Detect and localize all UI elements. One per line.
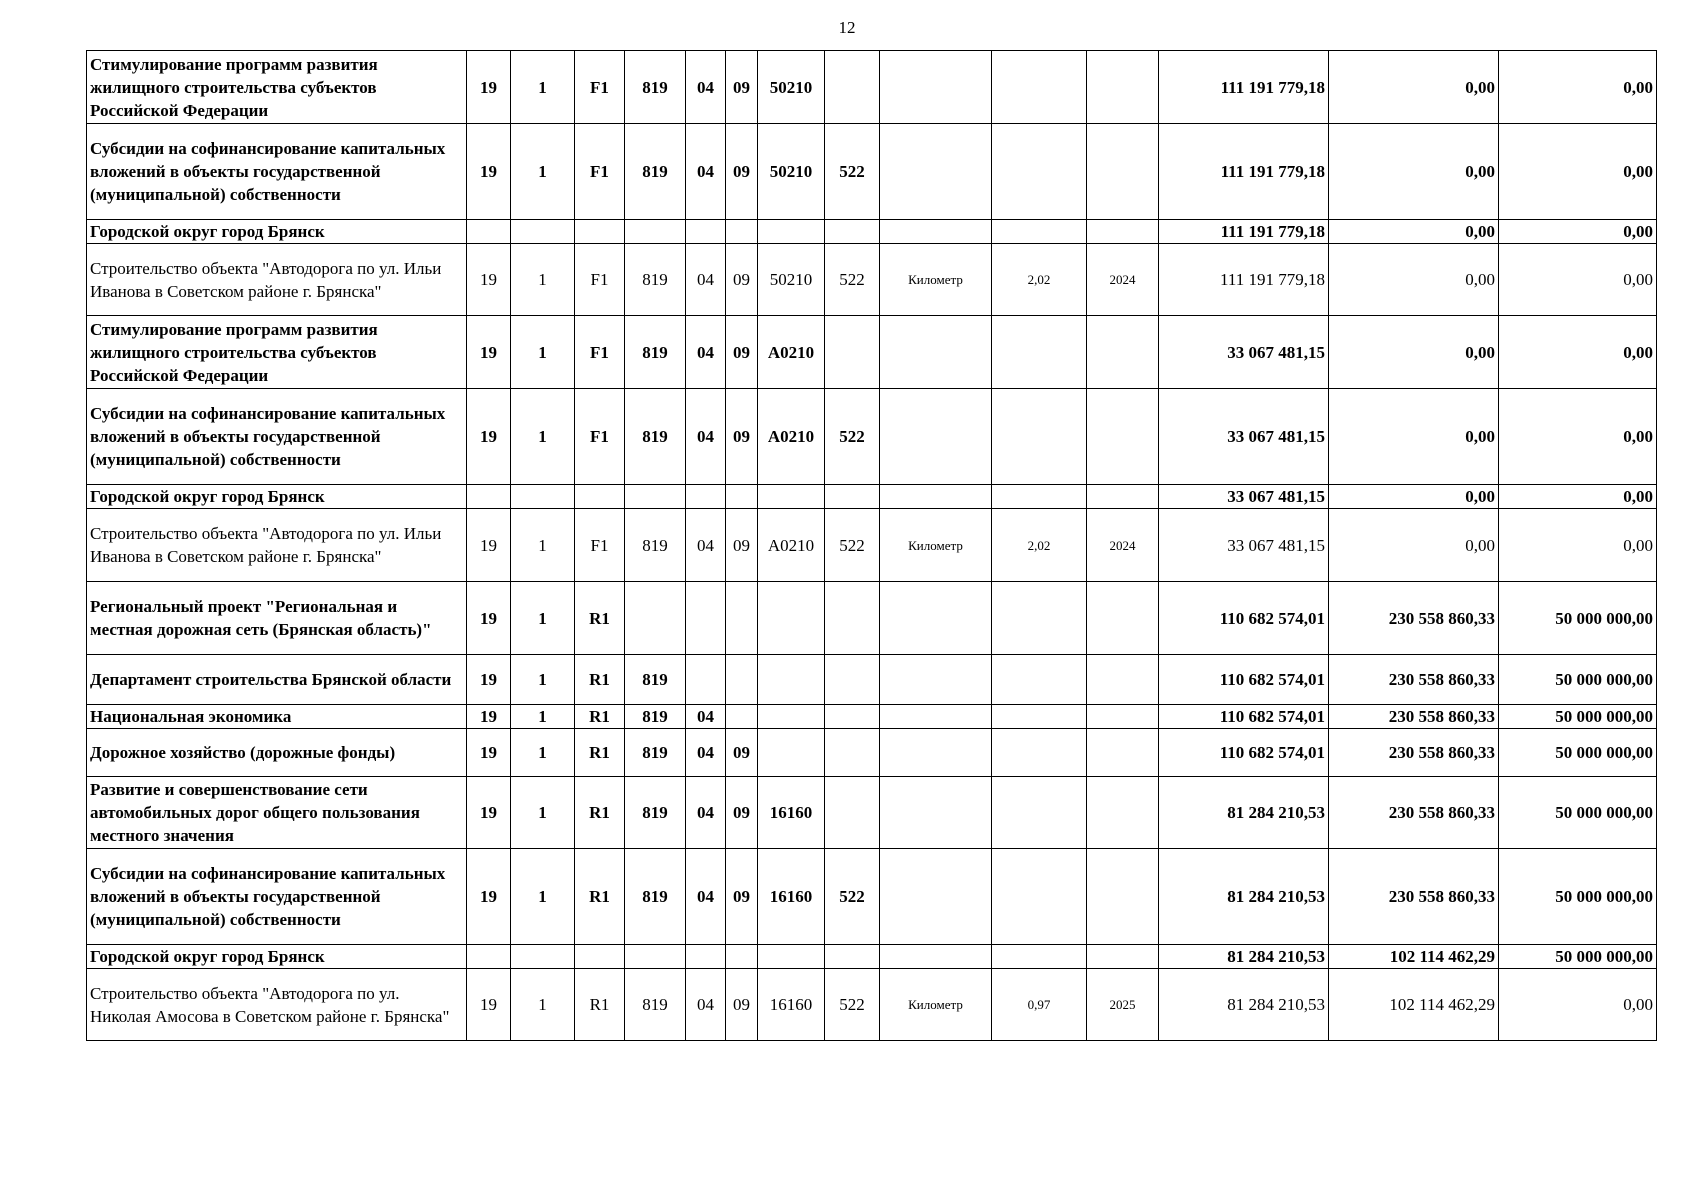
code-expense-type-cell — [825, 485, 880, 509]
row-name-cell: Городской округ город Брянск — [87, 945, 467, 969]
year-cell — [1087, 485, 1159, 509]
amount-year1-cell: 110 682 574,01 — [1159, 655, 1329, 705]
code-project-cell: F1 — [575, 51, 625, 124]
amount-year3-cell: 50 000 000,00 — [1499, 729, 1657, 777]
code-program-cell: 19 — [467, 705, 511, 729]
row-name-cell: Городской округ город Брянск — [87, 220, 467, 244]
capacity-cell: 0,97 — [992, 969, 1087, 1041]
capacity-cell — [992, 220, 1087, 244]
code-section-cell: 04 — [686, 777, 726, 849]
row-name-cell: Развитие и совершенствование сети автомобильных дорог общего пользования местного значения — [87, 777, 467, 849]
amount-year1-cell: 81 284 210,53 — [1159, 849, 1329, 945]
table-row — [87, 849, 1657, 945]
code-project-cell: R1 — [575, 705, 625, 729]
code-section-cell: 04 — [686, 705, 726, 729]
unit-cell — [880, 945, 992, 969]
code-program-cell — [467, 485, 511, 509]
year-cell — [1087, 582, 1159, 655]
amount-year2-cell: 0,00 — [1329, 389, 1499, 485]
code-subprogram-cell — [511, 945, 575, 969]
amount-year3-cell: 0,00 — [1499, 220, 1657, 244]
code-project-cell: R1 — [575, 582, 625, 655]
capacity-cell — [992, 389, 1087, 485]
code-expense-type-cell — [825, 655, 880, 705]
code-section-cell — [686, 655, 726, 705]
code-direction-cell — [758, 705, 825, 729]
code-section-cell — [686, 220, 726, 244]
amount-year2-cell: 102 114 462,29 — [1329, 969, 1499, 1041]
capacity-cell — [992, 51, 1087, 124]
year-cell — [1087, 51, 1159, 124]
amount-year1-cell: 111 191 779,18 — [1159, 244, 1329, 316]
amount-year3-cell: 0,00 — [1499, 51, 1657, 124]
amount-year2-cell: 0,00 — [1329, 316, 1499, 389]
amount-year1-cell: 81 284 210,53 — [1159, 777, 1329, 849]
code-expense-type-cell — [825, 220, 880, 244]
code-program-cell: 19 — [467, 51, 511, 124]
code-section-cell: 04 — [686, 729, 726, 777]
amount-year2-cell: 0,00 — [1329, 124, 1499, 220]
amount-year2-cell: 230 558 860,33 — [1329, 705, 1499, 729]
amount-year1-cell: 81 284 210,53 — [1159, 945, 1329, 969]
table-row — [87, 244, 1657, 316]
year-cell — [1087, 729, 1159, 777]
code-program-cell: 19 — [467, 244, 511, 316]
code-program-cell: 19 — [467, 729, 511, 777]
amount-year3-cell: 0,00 — [1499, 389, 1657, 485]
capacity-cell — [992, 316, 1087, 389]
amount-year2-cell: 230 558 860,33 — [1329, 729, 1499, 777]
amount-year3-cell: 50 000 000,00 — [1499, 582, 1657, 655]
capacity-cell — [992, 705, 1087, 729]
capacity-cell — [992, 582, 1087, 655]
code-project-cell — [575, 945, 625, 969]
code-subsection-cell — [726, 582, 758, 655]
amount-year3-cell: 0,00 — [1499, 485, 1657, 509]
code-subsection-cell: 09 — [726, 124, 758, 220]
unit-cell — [880, 485, 992, 509]
year-cell — [1087, 777, 1159, 849]
code-direction-cell — [758, 485, 825, 509]
code-department-cell: 819 — [625, 655, 686, 705]
table-row — [87, 509, 1657, 582]
code-subsection-cell — [726, 655, 758, 705]
table-row — [87, 705, 1657, 729]
code-department-cell: 819 — [625, 705, 686, 729]
row-name-cell: Стимулирование программ развития жилищного строительства субъектов Российской Федерации — [87, 316, 467, 389]
capacity-cell — [992, 945, 1087, 969]
code-subprogram-cell: 1 — [511, 777, 575, 849]
code-project-cell: F1 — [575, 389, 625, 485]
row-name-cell: Строительство объекта "Автодорога по ул. Николая Амосова в Советском районе г. Брянска" — [87, 969, 467, 1041]
code-section-cell: 04 — [686, 509, 726, 582]
code-program-cell: 19 — [467, 389, 511, 485]
code-subsection-cell: 09 — [726, 969, 758, 1041]
capacity-cell: 2,02 — [992, 509, 1087, 582]
amount-year1-cell: 111 191 779,18 — [1159, 220, 1329, 244]
amount-year3-cell: 0,00 — [1499, 124, 1657, 220]
unit-cell — [880, 729, 992, 777]
capacity-cell — [992, 655, 1087, 705]
code-subprogram-cell: 1 — [511, 582, 575, 655]
amount-year2-cell: 0,00 — [1329, 51, 1499, 124]
table-row — [87, 729, 1657, 777]
unit-cell: Километр — [880, 244, 992, 316]
year-cell — [1087, 705, 1159, 729]
code-subsection-cell: 09 — [726, 51, 758, 124]
code-expense-type-cell — [825, 705, 880, 729]
table-row — [87, 582, 1657, 655]
capacity-cell — [992, 485, 1087, 509]
code-section-cell: 04 — [686, 389, 726, 485]
row-name-cell: Дорожное хозяйство (дорожные фонды) — [87, 729, 467, 777]
unit-cell — [880, 316, 992, 389]
code-subprogram-cell: 1 — [511, 244, 575, 316]
amount-year3-cell: 0,00 — [1499, 509, 1657, 582]
code-section-cell: 04 — [686, 124, 726, 220]
code-direction-cell: 16160 — [758, 969, 825, 1041]
code-section-cell: 04 — [686, 244, 726, 316]
code-subsection-cell: 09 — [726, 849, 758, 945]
code-subprogram-cell: 1 — [511, 969, 575, 1041]
unit-cell — [880, 777, 992, 849]
table-row — [87, 655, 1657, 705]
code-section-cell — [686, 485, 726, 509]
code-subprogram-cell: 1 — [511, 124, 575, 220]
code-project-cell: R1 — [575, 969, 625, 1041]
code-project-cell: F1 — [575, 316, 625, 389]
amount-year1-cell: 111 191 779,18 — [1159, 51, 1329, 124]
unit-cell — [880, 124, 992, 220]
code-subsection-cell: 09 — [726, 509, 758, 582]
capacity-cell — [992, 777, 1087, 849]
code-department-cell: 819 — [625, 777, 686, 849]
code-department-cell: 819 — [625, 509, 686, 582]
code-program-cell: 19 — [467, 316, 511, 389]
year-cell — [1087, 316, 1159, 389]
code-program-cell: 19 — [467, 969, 511, 1041]
amount-year2-cell: 0,00 — [1329, 509, 1499, 582]
amount-year3-cell: 50 000 000,00 — [1499, 705, 1657, 729]
code-expense-type-cell — [825, 729, 880, 777]
row-name-cell: Департамент строительства Брянской области — [87, 655, 467, 705]
unit-cell — [880, 582, 992, 655]
unit-cell — [880, 389, 992, 485]
code-project-cell: F1 — [575, 509, 625, 582]
row-name-cell: Городской округ город Брянск — [87, 485, 467, 509]
amount-year3-cell: 0,00 — [1499, 244, 1657, 316]
table-row — [87, 777, 1657, 849]
table-row — [87, 316, 1657, 389]
table-body — [87, 51, 1657, 1041]
code-project-cell — [575, 220, 625, 244]
unit-cell — [880, 655, 992, 705]
budget-table — [86, 50, 1657, 1041]
year-cell — [1087, 945, 1159, 969]
table-row — [87, 51, 1657, 124]
amount-year1-cell: 33 067 481,15 — [1159, 389, 1329, 485]
code-department-cell — [625, 945, 686, 969]
code-section-cell — [686, 582, 726, 655]
year-cell — [1087, 220, 1159, 244]
code-department-cell: 819 — [625, 849, 686, 945]
table-row — [87, 969, 1657, 1041]
year-cell — [1087, 849, 1159, 945]
table-row — [87, 485, 1657, 509]
year-cell — [1087, 655, 1159, 705]
code-expense-type-cell: 522 — [825, 124, 880, 220]
amount-year3-cell: 50 000 000,00 — [1499, 777, 1657, 849]
unit-cell — [880, 849, 992, 945]
unit-cell — [880, 51, 992, 124]
code-program-cell: 19 — [467, 582, 511, 655]
amount-year2-cell: 0,00 — [1329, 220, 1499, 244]
code-department-cell: 819 — [625, 124, 686, 220]
code-subprogram-cell: 1 — [511, 316, 575, 389]
row-name-cell: Строительство объекта "Автодорога по ул. Ильи Иванова в Советском районе г. Брянска" — [87, 509, 467, 582]
code-subprogram-cell: 1 — [511, 389, 575, 485]
year-cell — [1087, 124, 1159, 220]
code-program-cell: 19 — [467, 849, 511, 945]
code-direction-cell — [758, 945, 825, 969]
amount-year2-cell: 0,00 — [1329, 244, 1499, 316]
code-subprogram-cell: 1 — [511, 705, 575, 729]
code-expense-type-cell: 522 — [825, 969, 880, 1041]
capacity-cell — [992, 124, 1087, 220]
code-project-cell: R1 — [575, 655, 625, 705]
amount-year2-cell: 230 558 860,33 — [1329, 849, 1499, 945]
code-subsection-cell — [726, 945, 758, 969]
code-direction-cell: 50210 — [758, 124, 825, 220]
code-direction-cell — [758, 582, 825, 655]
table-row — [87, 124, 1657, 220]
row-name-cell: Стимулирование программ развития жилищного строительства субъектов Российской Федерации — [87, 51, 467, 124]
code-expense-type-cell: 522 — [825, 244, 880, 316]
code-expense-type-cell — [825, 777, 880, 849]
code-section-cell: 04 — [686, 849, 726, 945]
amount-year2-cell: 102 114 462,29 — [1329, 945, 1499, 969]
code-project-cell: R1 — [575, 849, 625, 945]
code-department-cell: 819 — [625, 389, 686, 485]
code-direction-cell: 16160 — [758, 777, 825, 849]
row-name-cell: Субсидии на софинансирование капитальных вложений в объекты государственной (муниципальной) собственности — [87, 124, 467, 220]
year-cell — [1087, 389, 1159, 485]
code-direction-cell: 50210 — [758, 51, 825, 124]
year-cell: 2025 — [1087, 969, 1159, 1041]
unit-cell — [880, 220, 992, 244]
amount-year1-cell: 81 284 210,53 — [1159, 969, 1329, 1041]
amount-year3-cell: 0,00 — [1499, 969, 1657, 1041]
row-name-cell: Национальная экономика — [87, 705, 467, 729]
unit-cell: Километр — [880, 969, 992, 1041]
unit-cell: Километр — [880, 509, 992, 582]
code-department-cell — [625, 485, 686, 509]
code-department-cell: 819 — [625, 244, 686, 316]
amount-year3-cell: 50 000 000,00 — [1499, 849, 1657, 945]
row-name-cell: Региональный проект "Региональная и местная дорожная сеть (Брянская область)" — [87, 582, 467, 655]
code-project-cell: R1 — [575, 729, 625, 777]
code-department-cell: 819 — [625, 51, 686, 124]
amount-year2-cell: 230 558 860,33 — [1329, 582, 1499, 655]
code-project-cell — [575, 485, 625, 509]
table-row — [87, 945, 1657, 969]
amount-year3-cell: 0,00 — [1499, 316, 1657, 389]
code-expense-type-cell — [825, 316, 880, 389]
code-expense-type-cell — [825, 945, 880, 969]
code-direction-cell: 50210 — [758, 244, 825, 316]
code-subprogram-cell: 1 — [511, 729, 575, 777]
capacity-cell: 2,02 — [992, 244, 1087, 316]
code-section-cell: 04 — [686, 969, 726, 1041]
year-cell: 2024 — [1087, 244, 1159, 316]
amount-year2-cell: 0,00 — [1329, 485, 1499, 509]
code-program-cell — [467, 220, 511, 244]
code-section-cell: 04 — [686, 51, 726, 124]
code-direction-cell: А0210 — [758, 316, 825, 389]
code-subprogram-cell: 1 — [511, 51, 575, 124]
code-department-cell — [625, 582, 686, 655]
code-subprogram-cell: 1 — [511, 509, 575, 582]
amount-year2-cell: 230 558 860,33 — [1329, 655, 1499, 705]
code-project-cell: F1 — [575, 244, 625, 316]
code-expense-type-cell — [825, 582, 880, 655]
code-project-cell: F1 — [575, 124, 625, 220]
code-subsection-cell: 09 — [726, 389, 758, 485]
code-subsection-cell: 09 — [726, 316, 758, 389]
code-direction-cell — [758, 220, 825, 244]
amount-year2-cell: 230 558 860,33 — [1329, 777, 1499, 849]
code-program-cell: 19 — [467, 655, 511, 705]
row-name-cell: Субсидии на софинансирование капитальных вложений в объекты государственной (муниципальной) собственности — [87, 849, 467, 945]
amount-year1-cell: 33 067 481,15 — [1159, 509, 1329, 582]
code-department-cell: 819 — [625, 729, 686, 777]
code-expense-type-cell: 522 — [825, 509, 880, 582]
row-name-cell: Строительство объекта "Автодорога по ул. Ильи Иванова в Советском районе г. Брянска" — [87, 244, 467, 316]
table-row — [87, 389, 1657, 485]
row-name-cell: Субсидии на софинансирование капитальных вложений в объекты государственной (муниципальной) собственности — [87, 389, 467, 485]
amount-year3-cell: 50 000 000,00 — [1499, 945, 1657, 969]
code-program-cell: 19 — [467, 124, 511, 220]
amount-year1-cell: 111 191 779,18 — [1159, 124, 1329, 220]
amount-year1-cell: 110 682 574,01 — [1159, 729, 1329, 777]
code-subprogram-cell — [511, 485, 575, 509]
code-expense-type-cell: 522 — [825, 389, 880, 485]
code-subprogram-cell — [511, 220, 575, 244]
code-subsection-cell — [726, 485, 758, 509]
code-program-cell — [467, 945, 511, 969]
amount-year3-cell: 50 000 000,00 — [1499, 655, 1657, 705]
code-subsection-cell — [726, 705, 758, 729]
code-direction-cell: 16160 — [758, 849, 825, 945]
code-program-cell: 19 — [467, 509, 511, 582]
code-expense-type-cell: 522 — [825, 849, 880, 945]
code-direction-cell: А0210 — [758, 389, 825, 485]
amount-year1-cell: 110 682 574,01 — [1159, 582, 1329, 655]
amount-year1-cell: 33 067 481,15 — [1159, 485, 1329, 509]
code-section-cell — [686, 945, 726, 969]
code-program-cell: 19 — [467, 777, 511, 849]
capacity-cell — [992, 849, 1087, 945]
code-department-cell: 819 — [625, 316, 686, 389]
page-number: 12 — [838, 18, 856, 37]
amount-year1-cell: 33 067 481,15 — [1159, 316, 1329, 389]
code-direction-cell — [758, 655, 825, 705]
year-cell: 2024 — [1087, 509, 1159, 582]
amount-year1-cell: 110 682 574,01 — [1159, 705, 1329, 729]
table-row — [87, 220, 1657, 244]
code-expense-type-cell — [825, 51, 880, 124]
code-subsection-cell — [726, 220, 758, 244]
code-section-cell: 04 — [686, 316, 726, 389]
code-subprogram-cell: 1 — [511, 849, 575, 945]
code-direction-cell: А0210 — [758, 509, 825, 582]
code-subsection-cell: 09 — [726, 777, 758, 849]
code-subsection-cell: 09 — [726, 244, 758, 316]
code-direction-cell — [758, 729, 825, 777]
code-subsection-cell: 09 — [726, 729, 758, 777]
code-department-cell — [625, 220, 686, 244]
unit-cell — [880, 705, 992, 729]
code-department-cell: 819 — [625, 969, 686, 1041]
capacity-cell — [992, 729, 1087, 777]
code-project-cell: R1 — [575, 777, 625, 849]
code-subprogram-cell: 1 — [511, 655, 575, 705]
